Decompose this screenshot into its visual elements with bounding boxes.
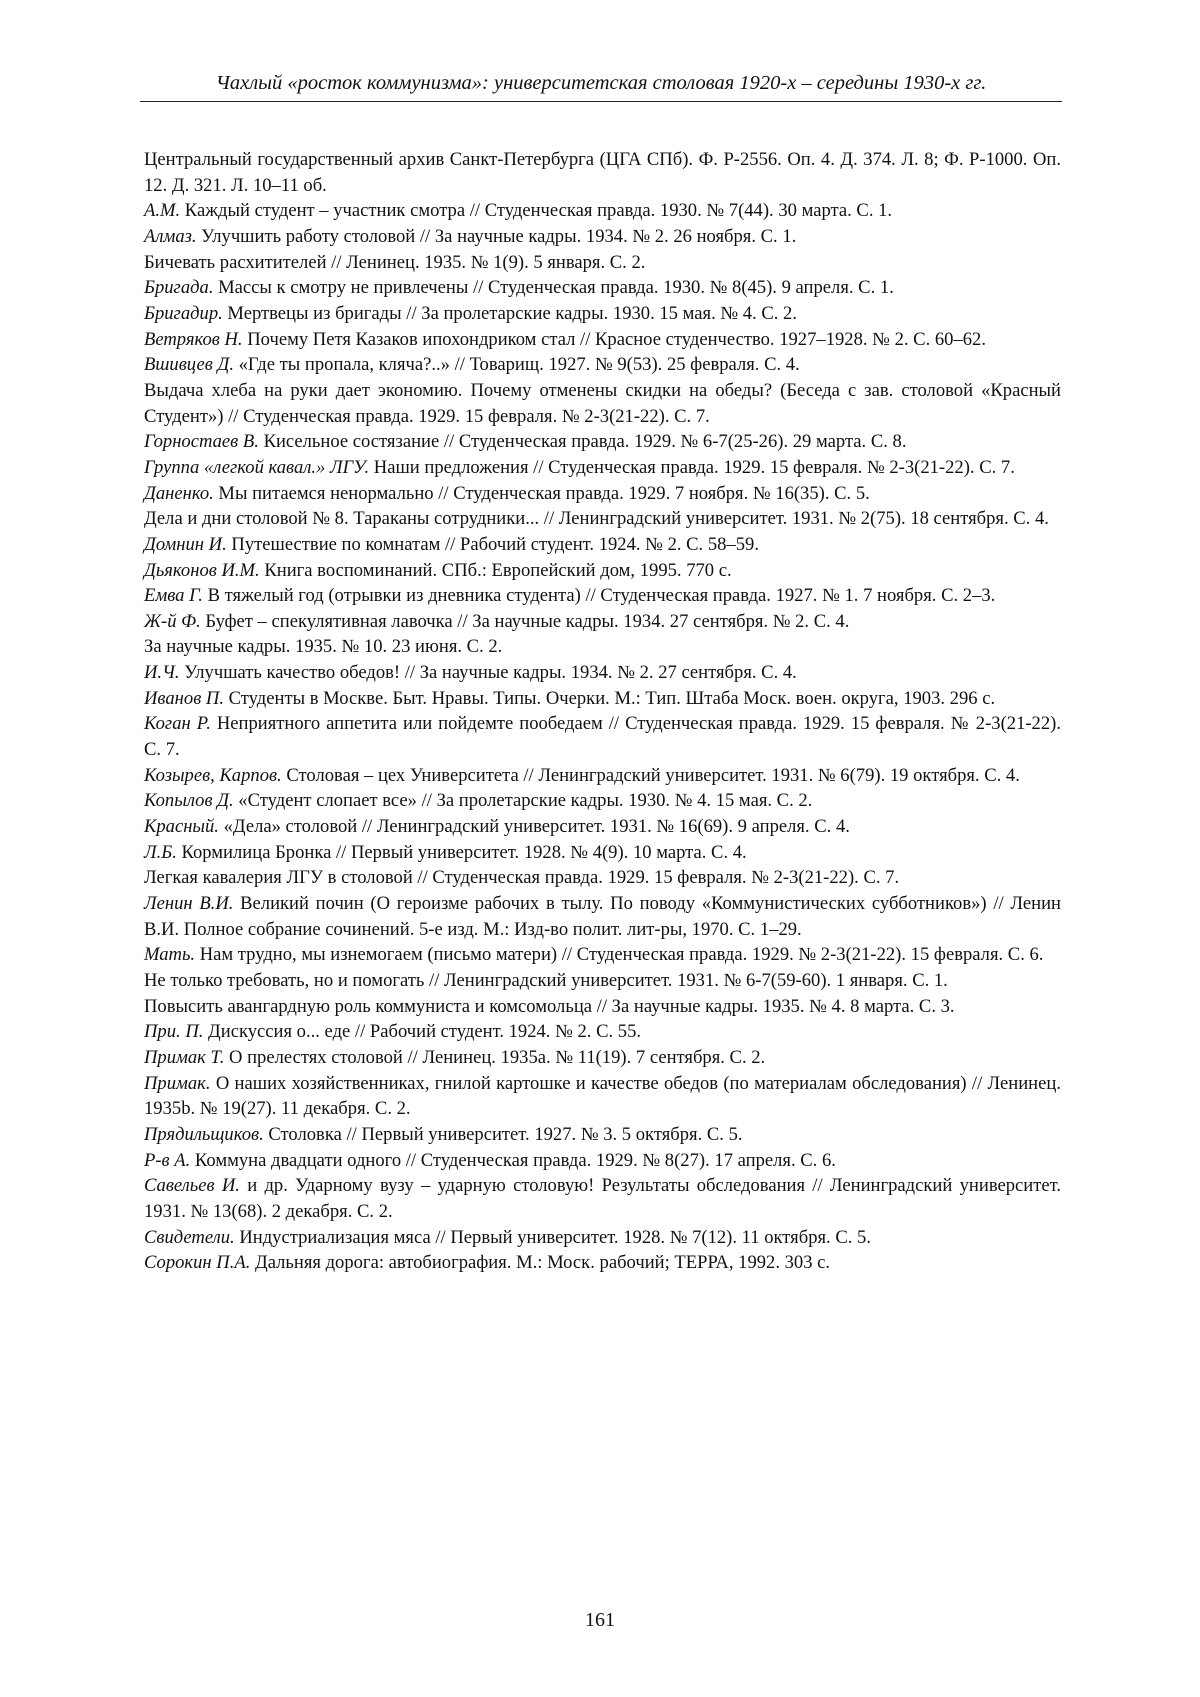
reference-entry [144,147,1061,198]
reference-entry [144,942,1061,968]
reference-entry [144,1148,1061,1174]
reference-entry [144,301,1061,327]
reference-text: «Где ты пропала, кляча?..» // Товарищ. 1927. № 9(53). 25 февраля. С. 4. [233,354,800,376]
reference-text: Кормилица Бронка // Первый университет. 1928. № 4(9). 10 марта. С. 4. [176,841,747,863]
reference-author: Копылов Д. [144,790,234,812]
reference-text: Наши предложения // Студенческая правда. 1929. 15 февраля. № 2-3(21-22). С. 7. [369,456,1015,478]
reference-text: Мертвецы из бригады // За пролетарские кадры. 1930. 15 мая. № 4. С. 2. [222,302,797,324]
reference-text: Буфет – спекулятивная лавочка // За научные кадры. 1934. 27 сентября. № 2. С. 4. [200,610,850,632]
reference-entry [144,660,1061,686]
reference-author: Сорокин П.А. [144,1252,251,1274]
reference-text: Путешествие по комнатам // Рабочий студент. 1924. № 2. С. 58–59. [226,533,759,555]
reference-author: Домнин И. [144,533,227,555]
reference-entry [144,532,1061,558]
reference-text: Кисельное состязание // Студенческая правда. 1929. № 6-7(25-26). 29 марта. С. 8. [258,431,907,453]
reference-text: Коммуна двадцати одного // Студенческая правда. 1929. № 8(27). 17 апреля. С. 6. [190,1149,836,1171]
reference-text: Повысить авангардную роль коммуниста и комсомольца // За научные кадры. 1935. № 4. 8 марта. С. 3. [144,995,955,1017]
reference-text: Дела и дни столовой № 8. Тараканы сотрудники... // Ленинградский университет. 1931. № 2(75). 18 сентября. С. 4. [144,508,1049,530]
reference-text: Студенты в Москве. Быт. Нравы. Типы. Очерки. М.: Тип. Штаба Моск. воен. округа, 1903. 296 с. [224,687,996,709]
reference-entry [144,481,1061,507]
reference-entry [144,224,1061,250]
reference-entry [144,1122,1061,1148]
reference-entry [144,994,1061,1020]
reference-text: В тяжелый год (отрывки из дневника студента) // Студенческая правда. 1927. № 1. 7 ноября. С. 2–3. [202,585,996,607]
reference-author: Иванов П. [144,687,224,709]
reference-text: За научные кадры. 1935. № 10. 23 июня. С. 2. [144,636,503,658]
reference-author: Прядильщиков. [144,1123,264,1145]
reference-entry [144,455,1061,481]
reference-text: Мы питаемся ненормально // Студенческая правда. 1929. 7 ноября. № 16(35). С. 5. [213,482,870,504]
reference-author: Примак Т. [144,1046,225,1068]
reference-entry [144,891,1061,942]
reference-text: Центральный государственный архив Санкт-Петербурга (ЦГА СПб). Ф. Р-2556. Оп. 4. Д. 374. Л. 8; Ф. Р-1000. Оп. 12. Д. 321. Л. 10–11 об. [144,149,1061,196]
reference-author: А.М. [144,200,181,222]
reference-text: О наших хозяйственниках, гнилой картошке и качестве обедов (по материалам обследования) // Ленинец. 1935b. № 19(27). 11 декабря. С. 2. [144,1072,1061,1120]
reference-author: Даненко. [144,482,214,504]
reference-entry [144,378,1061,429]
reference-author: Козырев, Карпов. [144,764,282,786]
reference-text: Книга воспоминаний. СПб.: Европейский дом, 1995. 770 с. [259,559,732,581]
reference-text: Дискуссия о... еде // Рабочий студент. 1924. № 2. С. 55. [203,1021,642,1043]
reference-text: «Дела» столовой // Ленинградский университет. 1931. № 16(69). 9 апреля. С. 4. [218,816,850,838]
reference-text: Улучшать качество обедов! // За научные кадры. 1934. № 2. 27 сентября. С. 4. [179,662,797,684]
reference-text: Выдача хлеба на руки дает экономию. Почему отменены скидки на обеды? (Беседа с зав. столовой «Красный Студент») // Студенческая правда. 1929. 15 февраля. № 2-3(21-22). С. 7. [144,379,1061,427]
reference-author: Ленин В.И. [144,893,234,915]
reference-entry [144,506,1061,532]
header-rule [140,101,1062,102]
reference-text: Индустриализация мяса // Первый университет. 1928. № 7(12). 11 октября. С. 5. [234,1226,871,1248]
reference-text: «Студент слопает все» // За пролетарские кадры. 1930. № 4. 15 мая. С. 2. [233,790,813,812]
reference-entry [144,814,1061,840]
reference-entry [144,1173,1061,1224]
reference-text: Бичевать расхитителей // Ленинец. 1935. № 1(9). 5 января. С. 2. [144,251,646,273]
reference-entry [144,198,1061,224]
reference-entry [144,558,1061,584]
reference-text: Каждый студент – участник смотра // Студенческая правда. 1930. № 7(44). 30 марта. С. 1. [180,200,893,222]
reference-author: Емва Г. [144,585,203,607]
reference-entry [144,429,1061,455]
reference-entry [144,968,1061,994]
reference-author: Р-в А. [144,1149,191,1171]
reference-entry [144,1225,1061,1251]
reference-author: Алмаз. [144,225,197,247]
reference-entry [144,1045,1061,1071]
reference-entry [144,1250,1061,1276]
reference-entry [144,634,1061,660]
reference-text: Легкая кавалерия ЛГУ в столовой // Студенческая правда. 1929. 15 февраля. № 2-3(21-22). С. 7. [144,867,900,889]
reference-entry [144,352,1061,378]
reference-author: Ветряков Н. [144,328,243,350]
reference-author: Красный. [144,816,219,838]
reference-text: Неприятного аппетита или пойдемте пообедаем // Студенческая правда. 1929. 15 февраля. № 2-3(21-22). С. 7. [144,713,1061,761]
reference-author: Горностаев В. [144,431,259,453]
reference-text: О прелестях столовой // Ленинец. 1935a. № 11(19). 7 сентября. С. 2. [224,1046,766,1068]
page-number: 161 [585,1609,615,1631]
reference-entry [144,275,1061,301]
reference-author: Савельев И. [144,1175,240,1197]
reference-author: Дьяконов И.М. [144,559,260,581]
reference-author: Мать. [144,944,196,966]
reference-entry [144,583,1061,609]
reference-author: И.Ч. [144,662,180,684]
reference-entry [144,865,1061,891]
reference-list [144,147,1061,1276]
reference-text: Нам трудно, мы изнемогаем (письмо матери) // Студенческая правда. 1929. № 2-3(21-22). 15 февраля. С. 6. [195,944,1044,966]
reference-text: Массы к смотру не привлечены // Студенческая правда. 1930. № 8(45). 9 апреля. С. 1. [213,277,894,299]
reference-text: и др. Ударному вузу – ударную столовую! Результаты обследования // Ленинградский университет. 1931. № 13(68). 2 декабря. С. 2. [144,1175,1061,1222]
reference-text: Столовая – цех Университета // Ленинградский университет. 1931. № 6(79). 19 октября. С. 4. [281,764,1020,786]
reference-text: Почему Петя Казаков ипохондриком стал // Красное студенчество. 1927–1928. № 2. С. 60–62. [242,328,986,350]
reference-text: Улучшить работу столовой // За научные кадры. 1934. № 2. 26 ноября. С. 1. [196,225,797,247]
reference-entry [144,609,1061,635]
reference-author: Примак. [144,1072,211,1094]
reference-entry [144,1019,1061,1045]
reference-entry [144,250,1061,276]
reference-text: Столовка // Первый университет. 1927. № 3. 5 октября. С. 5. [263,1123,743,1145]
reference-entry [144,711,1061,762]
reference-text: Дальняя дорога: автобиография. М.: Моск. рабочий; ТЕРРА, 1992. 303 с. [250,1252,831,1274]
reference-entry [144,1071,1061,1122]
reference-entry [144,763,1061,789]
reference-entry [144,788,1061,814]
reference-entry [144,686,1061,712]
reference-entry [144,327,1061,353]
running-header: Чахлый «росток коммунизма»: университетская столовая 1920-х – середины 1930-х гг. [215,72,987,94]
reference-author: Л.Б. [144,841,177,863]
reference-author: Бригада. [144,277,214,299]
reference-author: Коган Р. [144,713,211,735]
reference-entry [144,840,1061,866]
reference-author: Свидетели. [144,1226,235,1248]
reference-text: Великий почин (О героизме рабочих в тылу. По поводу «Коммунистических субботников») // Ленин В.И. Полное собрание сочинений. 5-е изд. М.: Изд-во полит. лит-ры, 1970. С. 1–29. [144,893,1061,940]
reference-author: Ж-й Ф. [144,610,201,632]
reference-author: При. П. [144,1021,204,1043]
reference-author: Вшивцев Д. [144,354,234,376]
reference-text: Не только требовать, но и помогать // Ленинградский университет. 1931. № 6-7(59-60). 1 января. С. 1. [144,970,948,991]
reference-author: Бригадир. [144,302,223,324]
reference-author: Группа «легкой кавал.» ЛГУ. [144,456,370,478]
